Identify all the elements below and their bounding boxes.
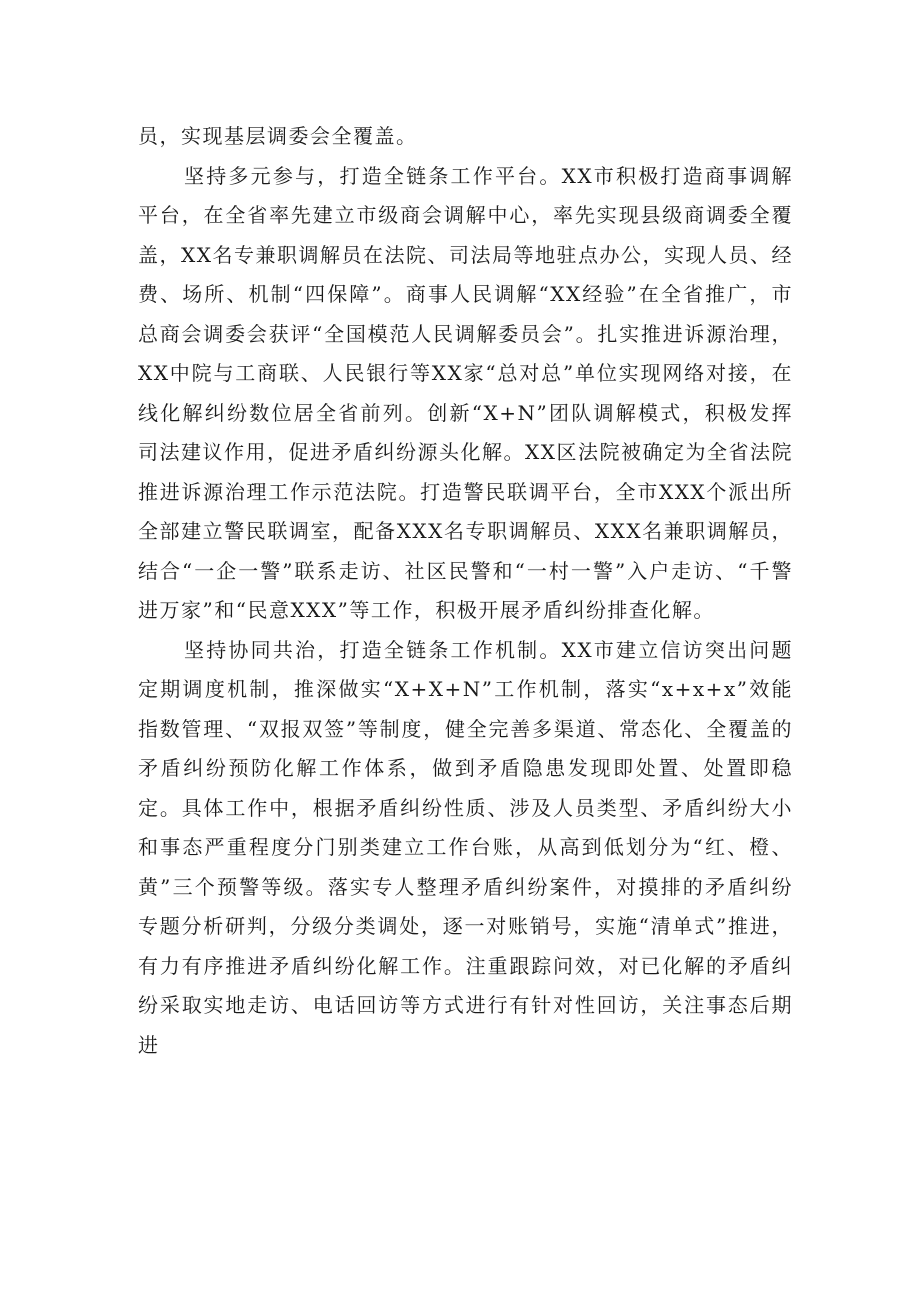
- paragraph-2: 坚持多元参与，打造全链条工作平台。XX市积极打造商事调解平台，在全省率先建立市级商会调解中心，率先实现县级商调委全覆盖，XX名专兼职调解员在法院、司法局等地驻点办公，实现人员、经费、场所、机制“四保障”。商事人民调解“XX经验”在全省推广，市总商会调委会获评“全国模范人民调解委员会”。扎实推进诉源治理，XX中院与工商联、人民银行等XX家“总对总”单位实现网络对接，在线化解纠纷数位居全省前列。创新“X+N”团队调解模式，积极发挥司法建议作用，促进矛盾纠纷源头化解。XX区法院被确定为全省法院推进诉源治理工作示范法院。打造警民联调平台，全市XXX个派出所全部建立警民联调室，配备XXX名专职调解员、XXX名兼职调解员，结合“一企一警”联系走访、社区民警和“一村一警”入户走访、“千警进万家”和“民意XXX”等工作，积极开展矛盾纠纷排查化解。: [138, 163, 793, 622]
- document-body: [138, 117, 793, 1065]
- paragraph-1: 员，实现基层调委会全覆盖。: [138, 124, 418, 148]
- paragraph-3: 坚持协同共治，打造全链条工作机制。XX市建立信访突出问题定期调度机制，推深做实“X+X+N”工作机制，落实“x+x+x”效能指数管理、“双报双签”等制度，健全完善多渠道、常态化、全覆盖的矛盾纠纷预防化解工作体系，做到矛盾隐患发现即处置、处置即稳定。具体工作中，根据矛盾纠纷性质、涉及人员类型、矛盾纠纷大小和事态严重程度分门别类建立工作台账，从高到低划分为“红、橙、黄”三个预警等级。落实专人整理矛盾纠纷案件，对摸排的矛盾纠纷专题分析研判，分级分类调处，逐一对账销号，实施“清单式”推进，有力有序推进矛盾纠纷化解工作。注重跟踪问效，对已化解的矛盾纠纷采取实地走访、电话回访等方式进行有针对性回访，关注事态后期进: [138, 637, 793, 1057]
